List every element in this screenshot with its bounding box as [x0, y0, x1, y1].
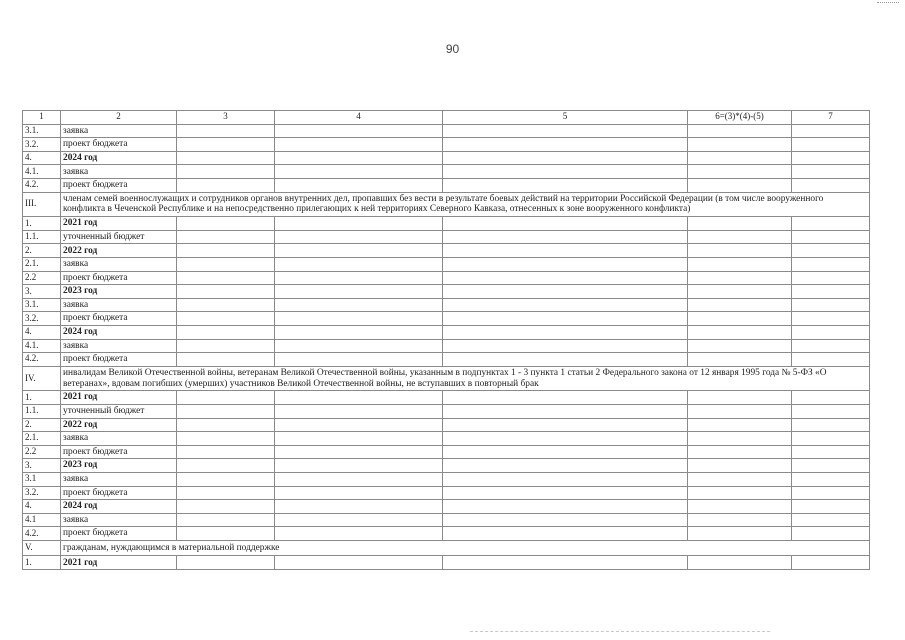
empty-cell — [688, 404, 792, 418]
section-title: гражданам, нуждающимся в материальной поддержке — [61, 540, 870, 556]
empty-cell — [688, 165, 792, 179]
row-label: заявка — [61, 432, 177, 446]
section-row — [23, 540, 870, 556]
row-number: 1. — [23, 556, 61, 570]
row-label: 2024 год — [61, 325, 177, 339]
row-number: 2. — [23, 418, 61, 432]
table-row — [23, 432, 870, 446]
row-number: 3. — [23, 285, 61, 299]
row-number: 4.2. — [23, 178, 61, 192]
table-body — [23, 111, 870, 570]
empty-cell — [177, 500, 275, 514]
table-row — [23, 257, 870, 271]
empty-cell — [275, 486, 443, 500]
empty-cell — [792, 178, 870, 192]
empty-cell — [177, 124, 275, 138]
row-number: 4. — [23, 500, 61, 514]
table-row — [23, 124, 870, 138]
empty-cell — [275, 217, 443, 231]
empty-cell — [275, 500, 443, 514]
empty-cell — [177, 271, 275, 285]
row-label: проект бюджета — [61, 527, 177, 541]
empty-cell — [275, 138, 443, 152]
row-label: заявка — [61, 257, 177, 271]
column-header: 4 — [275, 111, 443, 125]
section-row — [23, 366, 870, 391]
row-number: 3.1. — [23, 298, 61, 312]
page-number: 90 — [445, 42, 460, 56]
row-label: заявка — [61, 339, 177, 353]
table-row — [23, 298, 870, 312]
empty-cell — [688, 325, 792, 339]
empty-cell — [792, 500, 870, 514]
row-label: проект бюджета — [61, 486, 177, 500]
empty-cell — [275, 285, 443, 299]
empty-cell — [688, 556, 792, 570]
table-row — [23, 138, 870, 152]
section-row — [23, 192, 870, 217]
table-row — [23, 404, 870, 418]
empty-cell — [688, 486, 792, 500]
empty-cell — [275, 418, 443, 432]
section-number: IV. — [23, 366, 61, 391]
table-row — [23, 353, 870, 367]
row-label: 2021 год — [61, 556, 177, 570]
empty-cell — [688, 513, 792, 527]
empty-cell — [792, 459, 870, 473]
empty-cell — [443, 230, 688, 244]
column-header: 2 — [61, 111, 177, 125]
row-label: уточненный бюджет — [61, 230, 177, 244]
empty-cell — [443, 513, 688, 527]
table-row — [23, 230, 870, 244]
empty-cell — [792, 339, 870, 353]
row-label: 2021 год — [61, 217, 177, 231]
row-label: 2022 год — [61, 418, 177, 432]
row-label: заявка — [61, 124, 177, 138]
empty-cell — [177, 165, 275, 179]
empty-cell — [792, 556, 870, 570]
empty-cell — [792, 391, 870, 405]
header-row — [23, 111, 870, 125]
table-row — [23, 527, 870, 541]
row-label: проект бюджета — [61, 312, 177, 326]
row-label: 2021 год — [61, 391, 177, 405]
empty-cell — [177, 244, 275, 258]
empty-cell — [792, 298, 870, 312]
empty-cell — [688, 445, 792, 459]
empty-cell — [792, 404, 870, 418]
empty-cell — [443, 325, 688, 339]
row-label: 2024 год — [61, 151, 177, 165]
row-number: 1.1. — [23, 230, 61, 244]
row-number: 1. — [23, 217, 61, 231]
empty-cell — [177, 298, 275, 312]
row-number: 2.1. — [23, 257, 61, 271]
empty-cell — [177, 513, 275, 527]
empty-cell — [177, 178, 275, 192]
section-number: V. — [23, 540, 61, 556]
empty-cell — [792, 486, 870, 500]
empty-cell — [177, 486, 275, 500]
scan-artifact — [470, 631, 770, 633]
empty-cell — [443, 178, 688, 192]
row-number: 2.2 — [23, 271, 61, 285]
table-row — [23, 486, 870, 500]
empty-cell — [443, 500, 688, 514]
empty-cell — [443, 285, 688, 299]
row-number: 4.1 — [23, 513, 61, 527]
empty-cell — [275, 459, 443, 473]
empty-cell — [688, 124, 792, 138]
row-number: 3.1. — [23, 124, 61, 138]
table-row — [23, 325, 870, 339]
column-header: 6=(3)*(4)-(5) — [688, 111, 792, 125]
row-number: 2. — [23, 244, 61, 258]
empty-cell — [688, 217, 792, 231]
empty-cell — [275, 353, 443, 367]
empty-cell — [275, 230, 443, 244]
empty-cell — [443, 472, 688, 486]
empty-cell — [177, 432, 275, 446]
empty-cell — [792, 151, 870, 165]
empty-cell — [177, 325, 275, 339]
empty-cell — [443, 404, 688, 418]
empty-cell — [792, 217, 870, 231]
empty-cell — [688, 500, 792, 514]
empty-cell — [792, 285, 870, 299]
row-number: 3.1 — [23, 472, 61, 486]
empty-cell — [792, 138, 870, 152]
empty-cell — [792, 124, 870, 138]
budget-table — [22, 110, 870, 570]
empty-cell — [177, 472, 275, 486]
table-row — [23, 513, 870, 527]
empty-cell — [443, 165, 688, 179]
empty-cell — [275, 271, 443, 285]
empty-cell — [688, 418, 792, 432]
empty-cell — [275, 472, 443, 486]
row-label: заявка — [61, 472, 177, 486]
table-row — [23, 472, 870, 486]
empty-cell — [688, 432, 792, 446]
column-header: 1 — [23, 111, 61, 125]
empty-cell — [443, 353, 688, 367]
row-number: 4.1. — [23, 339, 61, 353]
empty-cell — [177, 217, 275, 231]
empty-cell — [443, 418, 688, 432]
empty-cell — [792, 325, 870, 339]
row-number: 4.2. — [23, 353, 61, 367]
empty-cell — [275, 445, 443, 459]
empty-cell — [443, 339, 688, 353]
empty-cell — [177, 459, 275, 473]
empty-cell — [792, 165, 870, 179]
empty-cell — [688, 178, 792, 192]
row-label: заявка — [61, 298, 177, 312]
row-number: 1. — [23, 391, 61, 405]
row-number: 1.1. — [23, 404, 61, 418]
row-number: 2.2 — [23, 445, 61, 459]
row-label: 2024 год — [61, 500, 177, 514]
empty-cell — [275, 312, 443, 326]
empty-cell — [443, 257, 688, 271]
empty-cell — [443, 556, 688, 570]
table-row — [23, 312, 870, 326]
row-number: 3.2. — [23, 138, 61, 152]
empty-cell — [177, 418, 275, 432]
empty-cell — [443, 432, 688, 446]
row-number: 4.2. — [23, 527, 61, 541]
empty-cell — [275, 339, 443, 353]
empty-cell — [688, 285, 792, 299]
empty-cell — [177, 285, 275, 299]
row-number: 4.1. — [23, 165, 61, 179]
table-row — [23, 500, 870, 514]
table-row — [23, 271, 870, 285]
table-row — [23, 445, 870, 459]
table-row — [23, 459, 870, 473]
empty-cell — [443, 244, 688, 258]
column-header: 3 — [177, 111, 275, 125]
empty-cell — [792, 230, 870, 244]
empty-cell — [792, 271, 870, 285]
empty-cell — [275, 257, 443, 271]
empty-cell — [275, 178, 443, 192]
table-row — [23, 178, 870, 192]
empty-cell — [688, 459, 792, 473]
empty-cell — [443, 298, 688, 312]
empty-cell — [792, 513, 870, 527]
empty-cell — [177, 353, 275, 367]
empty-cell — [275, 432, 443, 446]
empty-cell — [177, 230, 275, 244]
empty-cell — [443, 271, 688, 285]
empty-cell — [443, 217, 688, 231]
section-number: III. — [23, 192, 61, 217]
empty-cell — [792, 445, 870, 459]
empty-cell — [443, 151, 688, 165]
empty-cell — [177, 527, 275, 541]
row-label: проект бюджета — [61, 178, 177, 192]
empty-cell — [443, 486, 688, 500]
empty-cell — [688, 353, 792, 367]
table-row — [23, 418, 870, 432]
empty-cell — [792, 418, 870, 432]
empty-cell — [792, 257, 870, 271]
empty-cell — [275, 527, 443, 541]
row-label: заявка — [61, 513, 177, 527]
empty-cell — [275, 513, 443, 527]
empty-cell — [177, 445, 275, 459]
table-row — [23, 151, 870, 165]
empty-cell — [177, 312, 275, 326]
empty-cell — [443, 459, 688, 473]
empty-cell — [177, 391, 275, 405]
empty-cell — [688, 271, 792, 285]
row-label: 2023 год — [61, 459, 177, 473]
row-number: 4. — [23, 325, 61, 339]
empty-cell — [792, 472, 870, 486]
empty-cell — [688, 298, 792, 312]
row-label: 2023 год — [61, 285, 177, 299]
empty-cell — [275, 165, 443, 179]
empty-cell — [177, 151, 275, 165]
empty-cell — [443, 391, 688, 405]
row-number: 2.1. — [23, 432, 61, 446]
row-label: проект бюджета — [61, 445, 177, 459]
empty-cell — [688, 391, 792, 405]
empty-cell — [688, 472, 792, 486]
table-row — [23, 285, 870, 299]
table-row — [23, 217, 870, 231]
table-row — [23, 165, 870, 179]
empty-cell — [792, 244, 870, 258]
row-label: проект бюджета — [61, 353, 177, 367]
column-header: 5 — [443, 111, 688, 125]
empty-cell — [792, 353, 870, 367]
empty-cell — [177, 404, 275, 418]
empty-cell — [443, 527, 688, 541]
empty-cell — [177, 556, 275, 570]
empty-cell — [688, 339, 792, 353]
empty-cell — [688, 257, 792, 271]
empty-cell — [792, 312, 870, 326]
empty-cell — [688, 527, 792, 541]
empty-cell — [177, 339, 275, 353]
empty-cell — [177, 138, 275, 152]
empty-cell — [275, 404, 443, 418]
column-header: 7 — [792, 111, 870, 125]
table-row — [23, 244, 870, 258]
empty-cell — [275, 325, 443, 339]
empty-cell — [443, 445, 688, 459]
row-label: проект бюджета — [61, 138, 177, 152]
empty-cell — [688, 151, 792, 165]
table-row — [23, 391, 870, 405]
empty-cell — [792, 527, 870, 541]
row-number: 3.2. — [23, 486, 61, 500]
table-row — [23, 556, 870, 570]
row-label: заявка — [61, 165, 177, 179]
section-title: членам семей военнослужащих и сотрудников органов внутренних дел, пропавших без вести в результате боевых действий на территории Российской Федерации (в том числе вооруженного конфликта в Чеченской Республике и на непосредственно прилегающих к ней территориях Северного Кавказа, отнесенных к зоне вооруженного конфликта) — [61, 192, 870, 217]
empty-cell — [443, 312, 688, 326]
empty-cell — [177, 257, 275, 271]
empty-cell — [275, 124, 443, 138]
empty-cell — [688, 138, 792, 152]
empty-cell — [275, 151, 443, 165]
empty-cell — [275, 298, 443, 312]
corner-mark — [877, 2, 899, 4]
empty-cell — [275, 391, 443, 405]
empty-cell — [688, 244, 792, 258]
empty-cell — [443, 138, 688, 152]
row-number: 3.2. — [23, 312, 61, 326]
empty-cell — [792, 432, 870, 446]
row-number: 4. — [23, 151, 61, 165]
section-title: инвалидам Великой Отечественной войны, ветеранам Великой Отечественной войны, указанным в подпунктах 1 - 3 пункта 1 статьи 2 Федерального закона от 12 января 1995 года № 5-ФЗ «О ветеранах», вдовам погибших (умерших) участников Великой Отечественной войны, не вступавших в повторный брак — [61, 366, 870, 391]
empty-cell — [275, 556, 443, 570]
row-label: проект бюджета — [61, 271, 177, 285]
row-number: 3. — [23, 459, 61, 473]
row-label: 2022 год — [61, 244, 177, 258]
row-label: уточненный бюджет — [61, 404, 177, 418]
empty-cell — [688, 230, 792, 244]
table-row — [23, 339, 870, 353]
empty-cell — [275, 244, 443, 258]
empty-cell — [688, 312, 792, 326]
empty-cell — [443, 124, 688, 138]
